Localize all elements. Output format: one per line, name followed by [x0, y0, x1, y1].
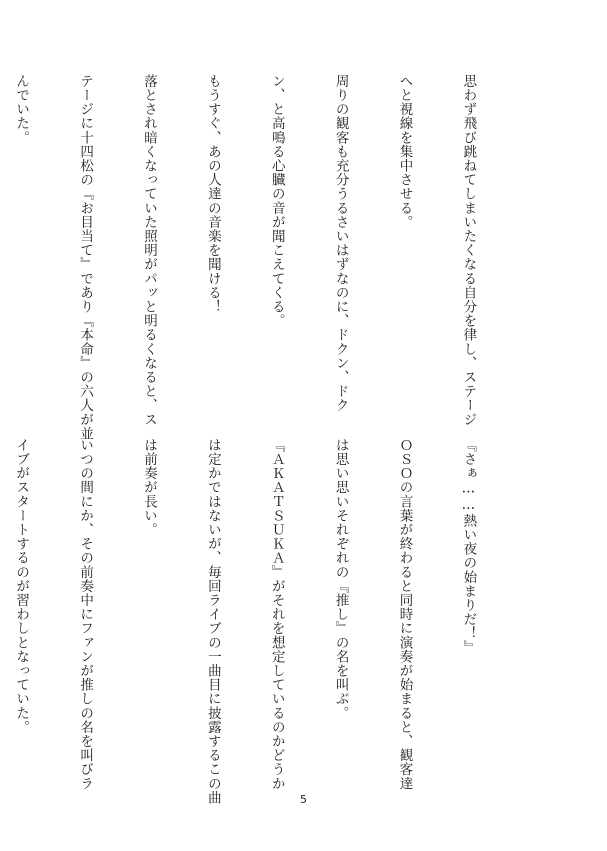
text-line: ン、と高鳴る心臓の音が聞こえてくる。 — [268, 74, 285, 328]
page-number: 5 — [300, 793, 307, 806]
text-line: 周りの観客も充分うるさいはずなのに、ドクン、ドク — [332, 74, 349, 413]
text-line: 落とされ暗くなっていた照明がパッと明るくなると、ス — [140, 74, 157, 427]
text-line: いつの間にか、その前奏中にファンが推しの名を叫びラ — [77, 438, 94, 791]
text-line: は定かではないが、毎回ライブの一曲目に披露するこの曲 — [204, 438, 221, 805]
upper-text-block — [0, 74, 521, 441]
text-line: 思わず飛び跳ねてしまいたくなる自分を律し、ステージ — [460, 74, 477, 427]
lower-text-block — [0, 438, 521, 805]
text-line: ＯＳＯの言葉が終わると同時に演奏が始まると、観客達 — [396, 438, 413, 791]
text-line: イブがスタートするのが習わしとなっていた。 — [13, 438, 30, 735]
text-line: テージに十四松の『お目当て』であり『本命』の六人が並 — [77, 74, 94, 441]
text-line: もうすぐ、あの人達の音楽を聞ける！ — [204, 74, 221, 314]
text-line: 『ＡＫＡＴＳＵＫＡ』がそれを想定しているのかどうか — [268, 438, 285, 791]
text-line: へと視線を集中させる。 — [396, 74, 413, 230]
text-line: は思い思いそれぞれの『推し』の名を叫ぶ。 — [332, 438, 349, 720]
text-line: は前奏が長い。 — [140, 438, 157, 537]
text-line: 『さぁ……熱い夜の始まりだ！』 — [460, 438, 477, 655]
text-line: んでいた。 — [13, 74, 30, 145]
